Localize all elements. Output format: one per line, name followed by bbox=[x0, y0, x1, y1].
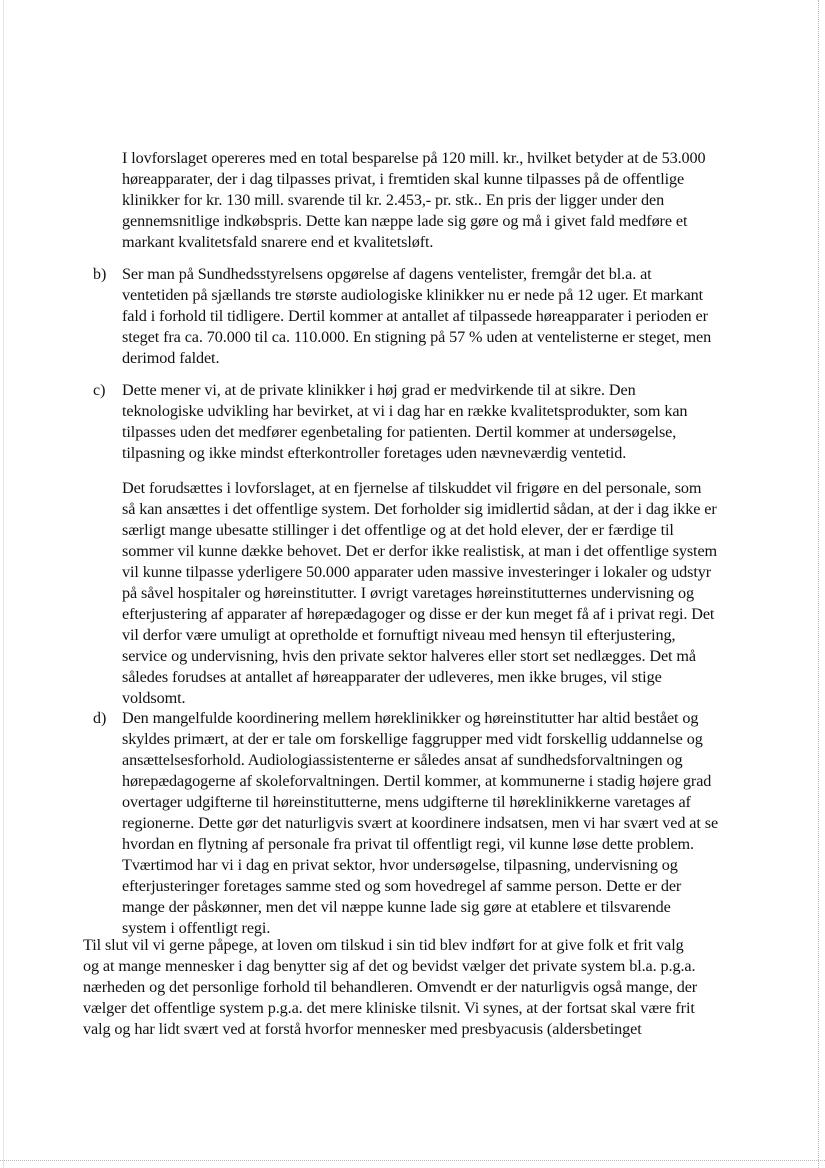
text-line: tilpasning og ikke mindst efterkontroller foretages uden nævneværdig ventetid. bbox=[122, 444, 627, 462]
scan-edge-left bbox=[3, 0, 4, 1168]
paragraph-staffing bbox=[122, 478, 717, 709]
text-line: så kan ansættes i det offentlige system. Det forholder sig imidlertid sådan, at der i dag ikke er bbox=[122, 500, 717, 518]
list-marker: c) bbox=[93, 382, 106, 399]
text-line: teknologiske udvikling har bevirket, at vi i dag har en række kvalitetsprodukter, som kan bbox=[122, 402, 688, 420]
text-line: gennemsnitlige indkøbspris. Dette kan næppe lade sig gøre og må i givet fald medføre et bbox=[122, 212, 688, 230]
text-line: på såvel hospitaler og høreinstitutter. I øvrigt varetages høreinstitutternes undervisning og bbox=[122, 584, 694, 602]
list-marker: b) bbox=[93, 266, 107, 283]
text-line: derimod faldet. bbox=[122, 349, 220, 367]
text-line: Til slut vil vi gerne påpege, at loven om tilskud i sin tid blev indført for at give folk et frit valg bbox=[83, 936, 684, 954]
text-line: ventetiden på sjællands tre største audiologiske klinikker nu er nede på 12 uger. Et markant bbox=[122, 286, 704, 304]
paragraph-conclusion bbox=[83, 935, 697, 1040]
text-line: Den mangelfulde koordinering mellem høreklinikker og høreinstitutter har altid bestået og bbox=[122, 709, 699, 727]
text-line: vil derfor være umuligt at opretholde et fornuftigt niveau med hensyn til efterjustering, bbox=[122, 626, 676, 644]
paragraph-c-private-clinics bbox=[93, 380, 688, 464]
scan-edge-right bbox=[818, 0, 820, 1168]
text-line: mange der påskønner, men det vil næppe kunne lade sig gøre at etablere et tilsvarende bbox=[122, 898, 671, 916]
paragraph-d-coordination bbox=[93, 708, 719, 939]
text-line: valg og har lidt svært ved at forstå hvorfor mennesker med presbyacusis (aldersbetinget bbox=[83, 1020, 642, 1038]
text-line: overtager udgifterne til høreinstitutterne, mens udgifterne til høreklinikkerne varetages af bbox=[122, 793, 691, 811]
text-line: sommer vil kunne dække behovet. Det er derfor ikke realistisk, at man i det offentlige system bbox=[122, 542, 718, 560]
text-line: markant kvalitetsfald snarere end et kvalitetsløft. bbox=[122, 233, 434, 251]
text-line: Dette mener vi, at de private klinikker i høj grad er medvirkende til at sikre. Den bbox=[122, 381, 636, 399]
text-line: særligt mange ubesatte stillinger i det offentlige og at det hold elever, der er færdige til bbox=[122, 521, 674, 539]
text-line: system i offentligt regi. bbox=[122, 919, 271, 937]
text-line: hvordan en flytning af personale fra privat til offentligt regi, vil kunne løse dette problem. bbox=[122, 835, 694, 853]
text-line: skyldes primært, at der er tale om forskellige faggrupper med vidt forskellig uddannelse og bbox=[122, 730, 703, 748]
text-line: I lovforslaget opereres med en total besparelse på 120 mill. kr., hvilket betyder at de 53.000 bbox=[122, 149, 706, 167]
text-line: efterjusteringer foretages samme sted og som hovedregel af samme person. Dette er der bbox=[122, 877, 682, 895]
text-line: vælger det offentlige system p.g.a. det mere kliniske tilsnit. Vi synes, at der fortsat skal være frit bbox=[83, 999, 695, 1017]
text-line: voldsomt. bbox=[122, 689, 186, 707]
text-line: fald i forhold til tidligere. Dertil kommer at antallet af tilpassede høreapparater i perioden er bbox=[122, 307, 708, 325]
text-line: og at mange mennesker i dag benytter sig af det og bevidst vælger det private system bl.a. p.g.a. bbox=[83, 957, 696, 975]
text-line: vil kunne tilpasse yderligere 50.000 apparater uden massive investeringer i lokaler og udstyr bbox=[122, 563, 712, 581]
paragraph-b-waiting-lists bbox=[93, 264, 712, 369]
text-line: steget fra ca. 70.000 til ca. 110.000. En stigning på 57 % uden at ventelisterne er steget, men bbox=[122, 328, 712, 346]
text-line: hørepædagogerne af skoleforvaltningen. Dertil kommer, at kommunerne i stadig højere grad bbox=[122, 772, 712, 790]
text-line: Ser man på Sundhedsstyrelsens opgørelse af dagens ventelister, fremgår det bl.a. at bbox=[122, 265, 652, 283]
text-line: Det forudsættes i lovforslaget, at en fjernelse af tilskuddet vil frigøre en del personale, som bbox=[122, 479, 702, 497]
text-line: således forudses at antallet af høreapparater der udleveres, men ikke bruges, vil stige bbox=[122, 668, 662, 686]
text-line: høreapparater, der i dag tilpasses privat, i fremtiden skal kunne tilpasses på de offentlige bbox=[122, 170, 685, 188]
text-line: tilpasses uden det medfører egenbetaling for patienten. Dertil kommer at undersøgelse, bbox=[122, 423, 677, 441]
text-line: nærheden og det personlige forhold til behandleren. Omvendt er der naturligvis også mange, der bbox=[83, 978, 698, 996]
scan-edge-bottom bbox=[0, 1160, 825, 1162]
text-line: efterjustering af apparater af hørepædagoger og disse er der kun meget få af i privat regi. Det bbox=[122, 605, 715, 623]
text-line: klinikker for kr. 130 mill. svarende til kr. 2.453,- pr. stk.. En pris der ligger under den bbox=[122, 191, 665, 209]
list-marker: d) bbox=[93, 710, 107, 727]
text-line: regionerne. Dette gør det naturligvis svært at koordinere indsatsen, men vi har svært ved at se bbox=[122, 814, 719, 832]
paragraph-savings bbox=[122, 148, 706, 253]
text-line: ansættelsesforhold. Audiologiassistenterne er således ansat af sundhedsforvaltningen og bbox=[122, 751, 683, 769]
text-line: Tværtimod har vi i dag en privat sektor, hvor undersøgelse, tilpasning, undervisning og bbox=[122, 856, 678, 874]
text-line: service og undervisning, hvis den private sektor halveres eller stort set nedlægges. Det må bbox=[122, 647, 696, 665]
